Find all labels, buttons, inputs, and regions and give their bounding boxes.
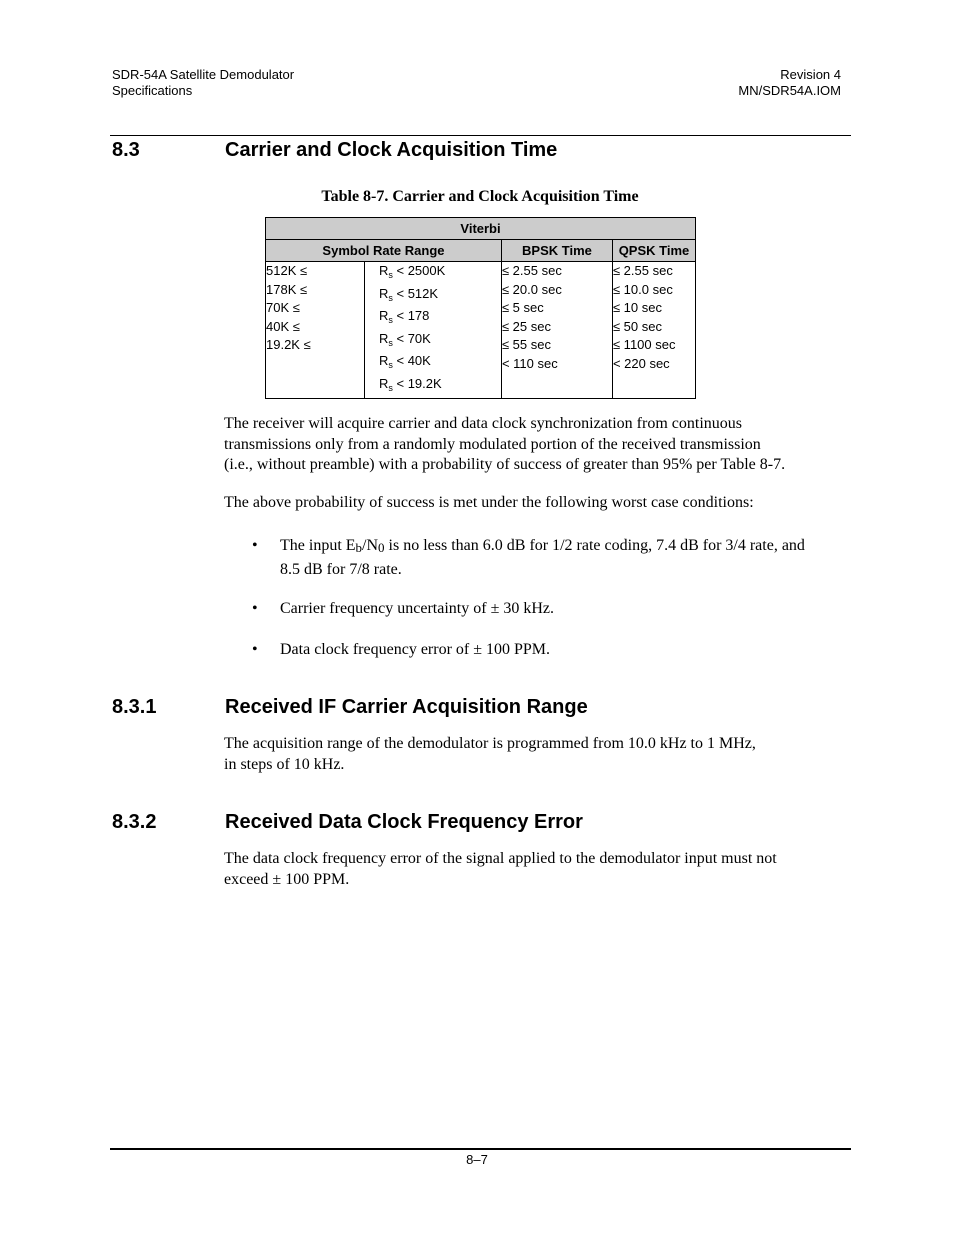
acquisition-time-table xyxy=(265,217,696,399)
table-caption: Table 8-7. Carrier and Clock Acquisition Time xyxy=(321,188,639,205)
table-cell: 512K ≤ xyxy=(266,263,308,278)
column-header-symbol-rate: Symbol Rate Range xyxy=(266,240,502,262)
table-cell: 40K ≤ xyxy=(266,318,300,334)
rate-high-cell xyxy=(365,262,502,399)
table-cell: 70K ≤ xyxy=(266,300,300,316)
bullet-icon: • xyxy=(252,600,258,617)
section-number: 8.3.2 xyxy=(112,811,157,833)
bullet-text: Carrier frequency uncertainty of ± 30 kHz. xyxy=(280,600,554,617)
paragraph-line: The receiver will acquire carrier and data clock synchronization from continuous xyxy=(224,415,742,432)
page-header-right xyxy=(738,67,841,99)
table-cell: < 110 sec xyxy=(501,355,558,371)
table-cell: ≤ 10 sec xyxy=(612,300,662,316)
paragraph-line: transmissions only from a randomly modulated portion of the received transmission xyxy=(224,435,761,453)
header-rule xyxy=(110,135,851,136)
table-cell: 178K ≤ xyxy=(266,281,308,297)
table-cell: < 220 sec xyxy=(612,355,670,371)
page-number: 8–7 xyxy=(466,1152,488,1167)
section-number: 8.3.1 xyxy=(112,696,157,718)
table-cell: ≤ 2.55 sec xyxy=(612,263,673,278)
section-number: 8.3 xyxy=(112,139,140,161)
column-header-bpsk: BPSK Time xyxy=(501,240,612,262)
table-cell: $R_s < 40K$ xyxy=(379,353,431,371)
table-cell: ≤ 1100 sec xyxy=(612,337,676,353)
table-cell: $R_s < 512K$ xyxy=(379,285,439,303)
section-title: Received IF Carrier Acquisition Range xyxy=(225,696,588,718)
section-title: Received Data Clock Frequency Error xyxy=(225,811,583,833)
table-group-header: Viterbi xyxy=(266,218,696,240)
document-number: MN/SDR54A.IOM xyxy=(738,83,841,98)
paragraph-line: (i.e., without preamble) with a probability of success of greater than 95% per Table 8-7. xyxy=(224,456,786,473)
footer-rule xyxy=(110,1148,851,1150)
table-cell: ≤ 25 sec xyxy=(501,318,551,334)
table-cell: ≤ 20.0 sec xyxy=(501,281,562,297)
table-cell: ≤ 2.55 sec xyxy=(501,263,562,278)
table-cell: $R_s < 2500K$ xyxy=(379,263,446,280)
rate-low-cell xyxy=(266,262,365,399)
paragraph-line: The data clock frequency error of the signal applied to the demodulator input must not xyxy=(224,850,777,867)
paragraph-acquisition-range xyxy=(224,734,854,775)
bullet-icon: • xyxy=(252,537,258,554)
paragraph-line: in steps of 10 kHz. xyxy=(224,755,345,773)
paragraph-clock-error xyxy=(224,849,854,890)
bpsk-cell xyxy=(501,262,612,399)
column-header-qpsk: QPSK Time xyxy=(612,240,695,262)
section-title: Carrier and Clock Acquisition Time xyxy=(225,139,558,161)
page-header-left xyxy=(112,67,294,99)
revision-label: Revision 4 xyxy=(780,67,841,82)
table-cell: $R_s < 70K$ xyxy=(379,330,431,348)
table-cell: ≤ 10.0 sec xyxy=(612,281,673,297)
table-cell: ≤ 5 sec xyxy=(501,300,544,316)
table-cell: $R_s < 19.2K$ xyxy=(379,375,442,393)
bullet-text: The input $E_b/N_0$ is no less than 6.0 dB for 1/2 rate coding, 7.4 dB for 3/4 rate, and 8.5 dB for 7/8 rate. xyxy=(280,537,805,578)
paragraph-line: The acquisition range of the demodulator is programmed from 10.0 kHz to 1 MHz, xyxy=(224,735,756,752)
document-section: Specifications xyxy=(112,83,193,98)
table-cell: $R_s < 178$ xyxy=(379,308,430,326)
qpsk-cell xyxy=(612,262,695,399)
paragraph-conditions: The above probability of success is met under the following worst case conditions: xyxy=(224,494,754,511)
table-cell: 19.2K ≤ xyxy=(266,337,311,353)
paragraph-line: exceed ± 100 PPM. xyxy=(224,870,350,888)
table-cell: ≤ 55 sec xyxy=(501,337,551,353)
paragraph-acquisition xyxy=(224,414,854,476)
bullet-text: Data clock frequency error of ± 100 PPM. xyxy=(280,641,551,658)
document-title: SDR-54A Satellite Demodulator xyxy=(112,67,295,82)
table-cell: ≤ 50 sec xyxy=(612,318,662,334)
bullet-icon: • xyxy=(252,641,258,658)
